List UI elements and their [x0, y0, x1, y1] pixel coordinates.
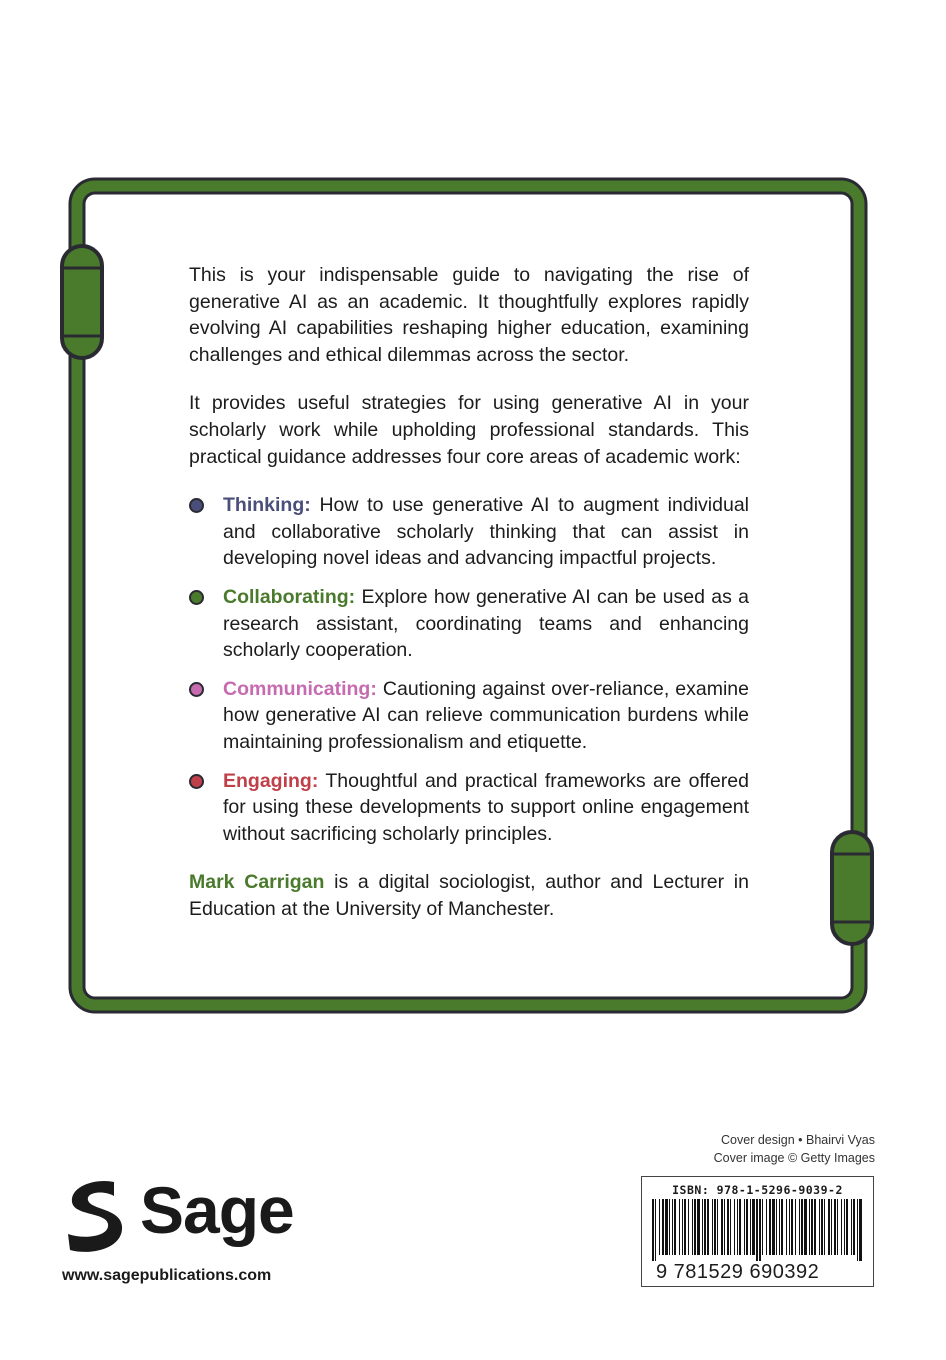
barcode-bar [744, 1199, 745, 1255]
barcode-bar [707, 1199, 709, 1255]
barcode-bar [721, 1199, 723, 1255]
barcode-bar [674, 1199, 676, 1255]
strategy-paragraph: It provides useful strategies for using generative AI in your scholarly work while upholding professional standards. This practical guidance addresses four core areas of academic work: [189, 392, 749, 468]
cover-credits [714, 1131, 875, 1167]
barcode-bar [857, 1199, 858, 1261]
barcode-bar [819, 1199, 820, 1255]
area-item-engaging [189, 768, 749, 848]
barcode-bar [776, 1199, 777, 1255]
barcode-bar [786, 1199, 787, 1255]
barcode-bar [752, 1199, 755, 1255]
barcode-bar [841, 1199, 842, 1255]
barcode-bar [697, 1199, 700, 1255]
author-bio [189, 869, 749, 922]
barcode-bar [655, 1199, 656, 1261]
barcode-bar [853, 1199, 855, 1255]
barcode-bar [669, 1199, 670, 1255]
barcode-bar [717, 1199, 718, 1255]
barcode-bar [834, 1199, 836, 1255]
publisher-website: www.sagepublications.com [62, 1267, 272, 1284]
barcode-bar [662, 1199, 664, 1255]
sage-logo-icon [62, 1176, 142, 1256]
barcode-bar [724, 1199, 725, 1255]
barcode-bar [851, 1199, 852, 1255]
barcode-bar [844, 1199, 845, 1255]
barcode-bar [737, 1199, 738, 1255]
barcode-bar [684, 1199, 686, 1255]
barcode-bar [779, 1199, 780, 1255]
barcode-bar [772, 1199, 775, 1255]
barcode-bar [702, 1199, 703, 1255]
area-item-communicating [189, 676, 749, 756]
barcode-bar [704, 1199, 706, 1255]
barcode-bar [799, 1199, 800, 1255]
barcode-bar [824, 1199, 825, 1255]
barcode-bar [712, 1199, 713, 1255]
barcode-bar [789, 1199, 790, 1255]
barcode-bar [679, 1199, 680, 1255]
barcode-bar [672, 1199, 673, 1255]
frame-clip-right [832, 832, 872, 944]
author-bio-text: is a digital sociologist, author and Lecturer in Education at the University of Manchester. [189, 871, 749, 920]
barcode-bar [688, 1199, 689, 1255]
area-term: Engaging: [223, 769, 319, 792]
barcode-bar [821, 1199, 823, 1255]
barcode-bar [746, 1199, 748, 1255]
area-text: Cautioning against over-reliance, examine how generative AI can relieve communication burdens while maintaining professionalism and etiquette. [223, 677, 749, 753]
barcode-bar [762, 1199, 763, 1255]
collaborating-bullet-icon [189, 590, 204, 605]
barcode-bar [750, 1199, 751, 1255]
barcode-bar [727, 1199, 729, 1255]
engaging-bullet-icon [189, 774, 204, 789]
barcode-bar [814, 1199, 816, 1255]
barcode-bar [714, 1199, 716, 1255]
barcode-bar [781, 1199, 783, 1255]
area-text: How to use generative AI to augment individual and collaborative scholarly thinking that can assist in developing novel ideas and advancing impactful projects. [223, 494, 749, 570]
area-item-collaborating [189, 584, 749, 664]
barcode-bar [769, 1199, 771, 1255]
cover-design-credit: Cover design • Bhairvi Vyas [721, 1133, 875, 1147]
barcode-bar [759, 1199, 761, 1261]
areas-list [189, 492, 749, 847]
barcode-bar [659, 1199, 660, 1255]
barcode-bar [665, 1199, 668, 1255]
barcode-bar [739, 1199, 741, 1255]
barcode-bar [730, 1199, 731, 1255]
barcode-bar [692, 1199, 693, 1255]
area-term: Thinking: [223, 494, 311, 517]
barcode-bar [795, 1199, 796, 1255]
author-name: Mark Carrigan [189, 871, 325, 894]
isbn-barcode [641, 1176, 874, 1287]
isbn-label: ISBN: 978-1-5296-9039-2 [672, 1183, 843, 1197]
frame-clip-left [62, 246, 102, 358]
barcode-bars [652, 1199, 865, 1261]
barcode-bar [766, 1199, 767, 1255]
area-text: Explore how generative AI can be used as a research assistant, coordinating teams and enhancing scholarly cooperation. [223, 585, 749, 662]
barcode-bar [837, 1199, 838, 1255]
barcode-bar [846, 1199, 848, 1255]
cover-image-credit: Cover image © Getty Images [713, 1151, 875, 1165]
barcode-bar [682, 1199, 683, 1255]
barcode-bar [859, 1199, 862, 1261]
barcode-bar [694, 1199, 696, 1255]
barcode-bar [811, 1199, 813, 1255]
barcode-bar [652, 1199, 654, 1261]
barcode-bar [734, 1199, 735, 1255]
area-term: Collaborating: [223, 585, 356, 608]
blurb [189, 262, 749, 922]
barcode-digits: 9 781529 690392 [656, 1261, 820, 1283]
area-text: Thoughtful and practical frameworks are offered for using these developments to support online engagement without sacrificing scholarly principles. [223, 769, 749, 845]
barcode-bar [828, 1199, 830, 1255]
publisher-wordmark: Sage [140, 1173, 294, 1247]
area-term: Communicating: [223, 677, 377, 700]
communicating-bullet-icon [189, 682, 204, 697]
barcode-bar [791, 1199, 793, 1255]
barcode-bar [831, 1199, 832, 1255]
area-item-thinking [189, 492, 749, 572]
barcode-bar [804, 1199, 807, 1255]
intro-paragraph: This is your indispensable guide to navigating the rise of generative AI as an academic. It thoughtfully explores rapidly evolving AI capabilities reshaping higher education, examining challenges and ethical dilemmas across the sector. [189, 264, 749, 366]
barcode-bar [756, 1199, 758, 1261]
thinking-bullet-icon [189, 498, 204, 513]
barcode-bar [801, 1199, 803, 1255]
barcode-bar [809, 1199, 810, 1255]
